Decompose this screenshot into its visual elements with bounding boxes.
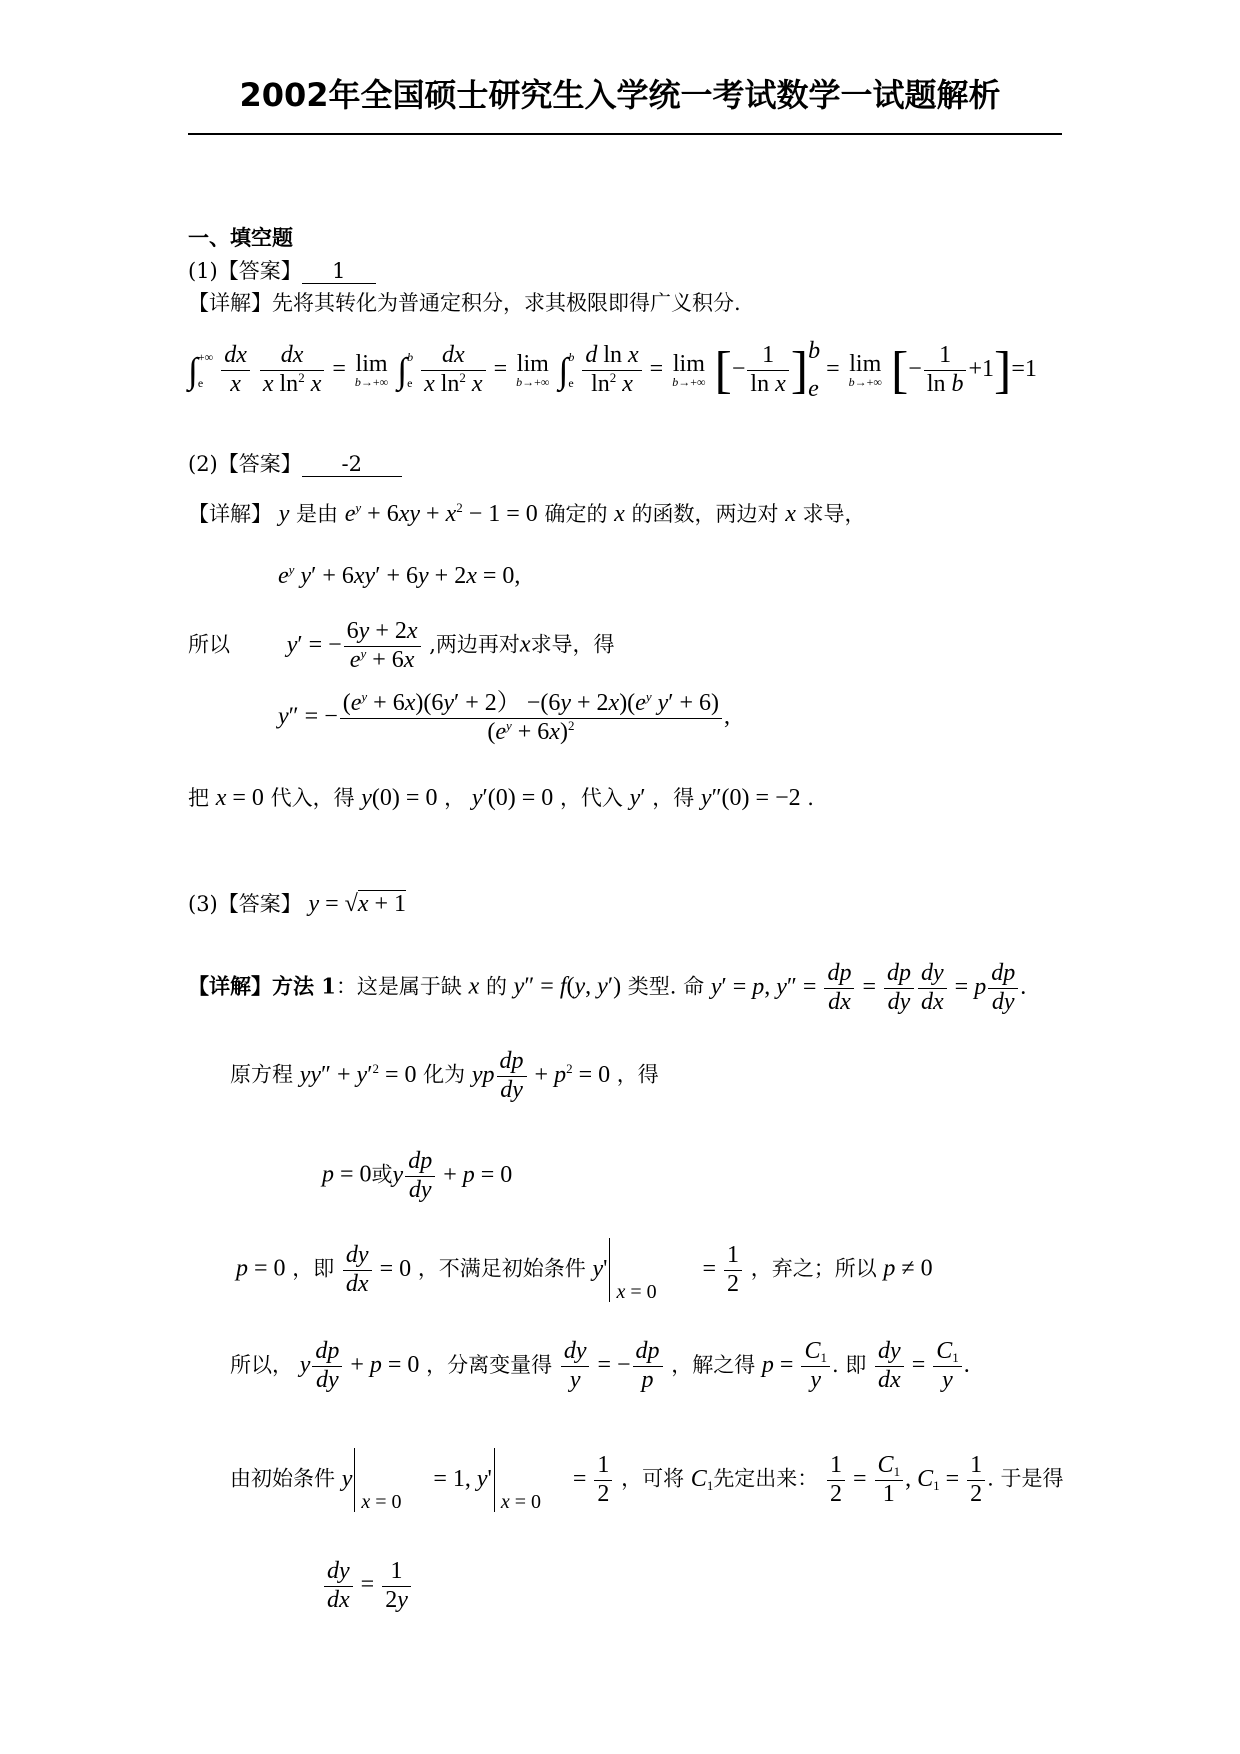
q3-init-2: ，可将 (621, 1466, 685, 1491)
q3-method-label: 方法 1 (272, 973, 336, 999)
q2-subst-4: ，得 (652, 786, 695, 810)
q2-answer: -2 (302, 452, 402, 477)
q3-answer-line: (3)【答案】 y = √x + 1 (188, 891, 407, 917)
q3-final-eq: $\frac{dy}{dx}$ = $\frac{1}{2y}$ (322, 1558, 413, 1614)
q1-detail-text: 先将其转化为普通定积分，求其极限即得广义积分. (272, 291, 741, 315)
q3-orig-3: ，得 (616, 1062, 659, 1087)
q3-method-text-3: 类型. 命 (627, 974, 705, 999)
q3-cond-3: ，弃之；所以 (750, 1256, 877, 1281)
q3-orig-1: 原方程 (230, 1062, 293, 1087)
q2-subst-2: 代入，得 (270, 786, 355, 810)
q2-so-label: 所以 (188, 632, 230, 657)
q3-init-3: 先定出来： (713, 1466, 819, 1491)
q3-init: 由初始条件 y x = 0 = 1, y' x = 0 = $\frac{1}{2}$ ，可将 $C_1$先定出来： $\frac{1}{2}$ = $\frac{C_1}{1}$ , $C_1$ = $\frac{1}{2}$ . 于是得 (230, 1448, 1063, 1512)
q3-cond: p = 0 ，即 $\frac{dy}{dx}$ = 0 ，不满足初始条件 y' x = 0 = $\frac{1}{2}$ ，弃之；所以 p ≠ 0 (236, 1238, 933, 1302)
q3-sep-4: . 即 (831, 1352, 867, 1377)
q3-sep-1: 所以， (230, 1352, 293, 1377)
page-title: 2002年全国硕士研究生入学统一考试数学一试题解析 (239, 76, 1001, 114)
q2-eq1: $e^y$ y′ + 6xy′ + 6y + 2x = 0, (278, 562, 521, 589)
q2-subst-1: 把 (188, 786, 209, 810)
q1-label: (1)【答案】 (188, 259, 302, 283)
q3-label: (3)【答案】 (188, 892, 302, 916)
title-underline (188, 133, 1062, 135)
q3-cond-1: ，即 (292, 1256, 335, 1281)
q3-or-eq: p = 0或y $\frac{dp}{dy}$ + p = 0 (322, 1148, 513, 1203)
q2-label: (2)【答案】 (188, 452, 302, 476)
q3-or: 或 (371, 1162, 393, 1187)
q1-answer-line (188, 255, 376, 285)
q3-init-4: . 于是得 (987, 1466, 1064, 1491)
q1-detail (188, 287, 741, 317)
q3-orig-2: 化为 (423, 1062, 466, 1087)
q3-orig-eq: 原方程 $yy'' + y'^2 = 0$ 化为 yp $\frac{dp}{dy}$ + $p^2 = 0$ ，得 (230, 1048, 659, 1103)
q2-subst: 把 x = 0 代入，得 y(0) = 0 ， y′(0) = 0 ，代入 y′ ，得 y″(0) = −2 . (188, 785, 814, 811)
q3-cond-2: ，不满足初始条件 (417, 1256, 586, 1281)
q3-method-text-2: 的 (485, 974, 507, 999)
q2-text-2: 确定的 (544, 502, 608, 526)
q2-subst-3: ，代入 (559, 786, 623, 810)
q1-answer: 1 (302, 259, 376, 284)
q1-formula: ∫+∞ e $\frac{dx}{x}$ $\frac{dx}{x \ln^2 x}$ = lim b→+∞ ∫b e $\frac{dx}{x \ln^2 x}$ = lim b→+∞ ∫b e $\frac{\text{d ln x}}{\ln^2 x}$ = lim b→+∞ [− $\frac{1}{\text{ln x}}$ ]b e = lim b→+∞ [− $\frac{1}{\text{ln b}}$ +1]=1 (188, 338, 1037, 403)
q3-init-1: 由初始条件 (230, 1466, 335, 1491)
q2-text-3: 的函数，两边对 (631, 502, 779, 526)
q2-again-1: ,两边再对 (429, 632, 520, 657)
section-heading: 一、填空题 (188, 226, 293, 250)
q3-sep: 所以， y $\frac{dp}{dy}$ + p = 0 ，分离变量得 $\frac{dy}{y}$ = − $\frac{dp}{p}$ ，解之得 p = $\frac{C_1}{y}$ . 即 $\frac{dy}{dx}$ = $\frac{C_1}{y}$ . (230, 1338, 970, 1393)
q2-detail-label: 【详解】 (188, 502, 272, 526)
q3-sep-3: ，解之得 (671, 1352, 756, 1377)
q2-text-1: 是由 (296, 502, 339, 526)
q3-method-text-1: ：这是属于缺 (335, 974, 462, 999)
q2-answer-line (188, 448, 402, 478)
q3-detail-label: 【详解】 (188, 973, 272, 999)
q2-eq2: 所以 y′ = − $\frac{6y + 2x}{e^y + 6x}$ ,两边再对x求导，得 (188, 618, 615, 673)
q3-method1: 【详解】方法 1：这是属于缺 x 的 y″ = f(y, y′) 类型. 命 y′ = p, y″ = $\frac{dp}{dx}$ = $\frac{dp}{dy}$ $\frac{dy}{dx}$ = p $\frac{dp}{dy}$ . (188, 960, 1027, 1015)
q3-sep-2: ，分离变量得 (426, 1352, 553, 1377)
q1-detail-label: 【详解】 (188, 291, 272, 315)
q2-eq3: y″ = − $\frac{(e^y + 6x)(6y' + 2) -(6y + 2x)(e^y y' + 6)}{(e^y + 6x)^2}$ , (278, 689, 731, 745)
q2-text-4: 求导， (802, 502, 866, 526)
q2-again-2: 求导，得 (530, 632, 615, 657)
q2-detail: 【详解】 y 是由 $e^y + 6xy + x^2 - 1 = 0$ 确定的 x 的函数，两边对 x 求导， (188, 500, 866, 527)
